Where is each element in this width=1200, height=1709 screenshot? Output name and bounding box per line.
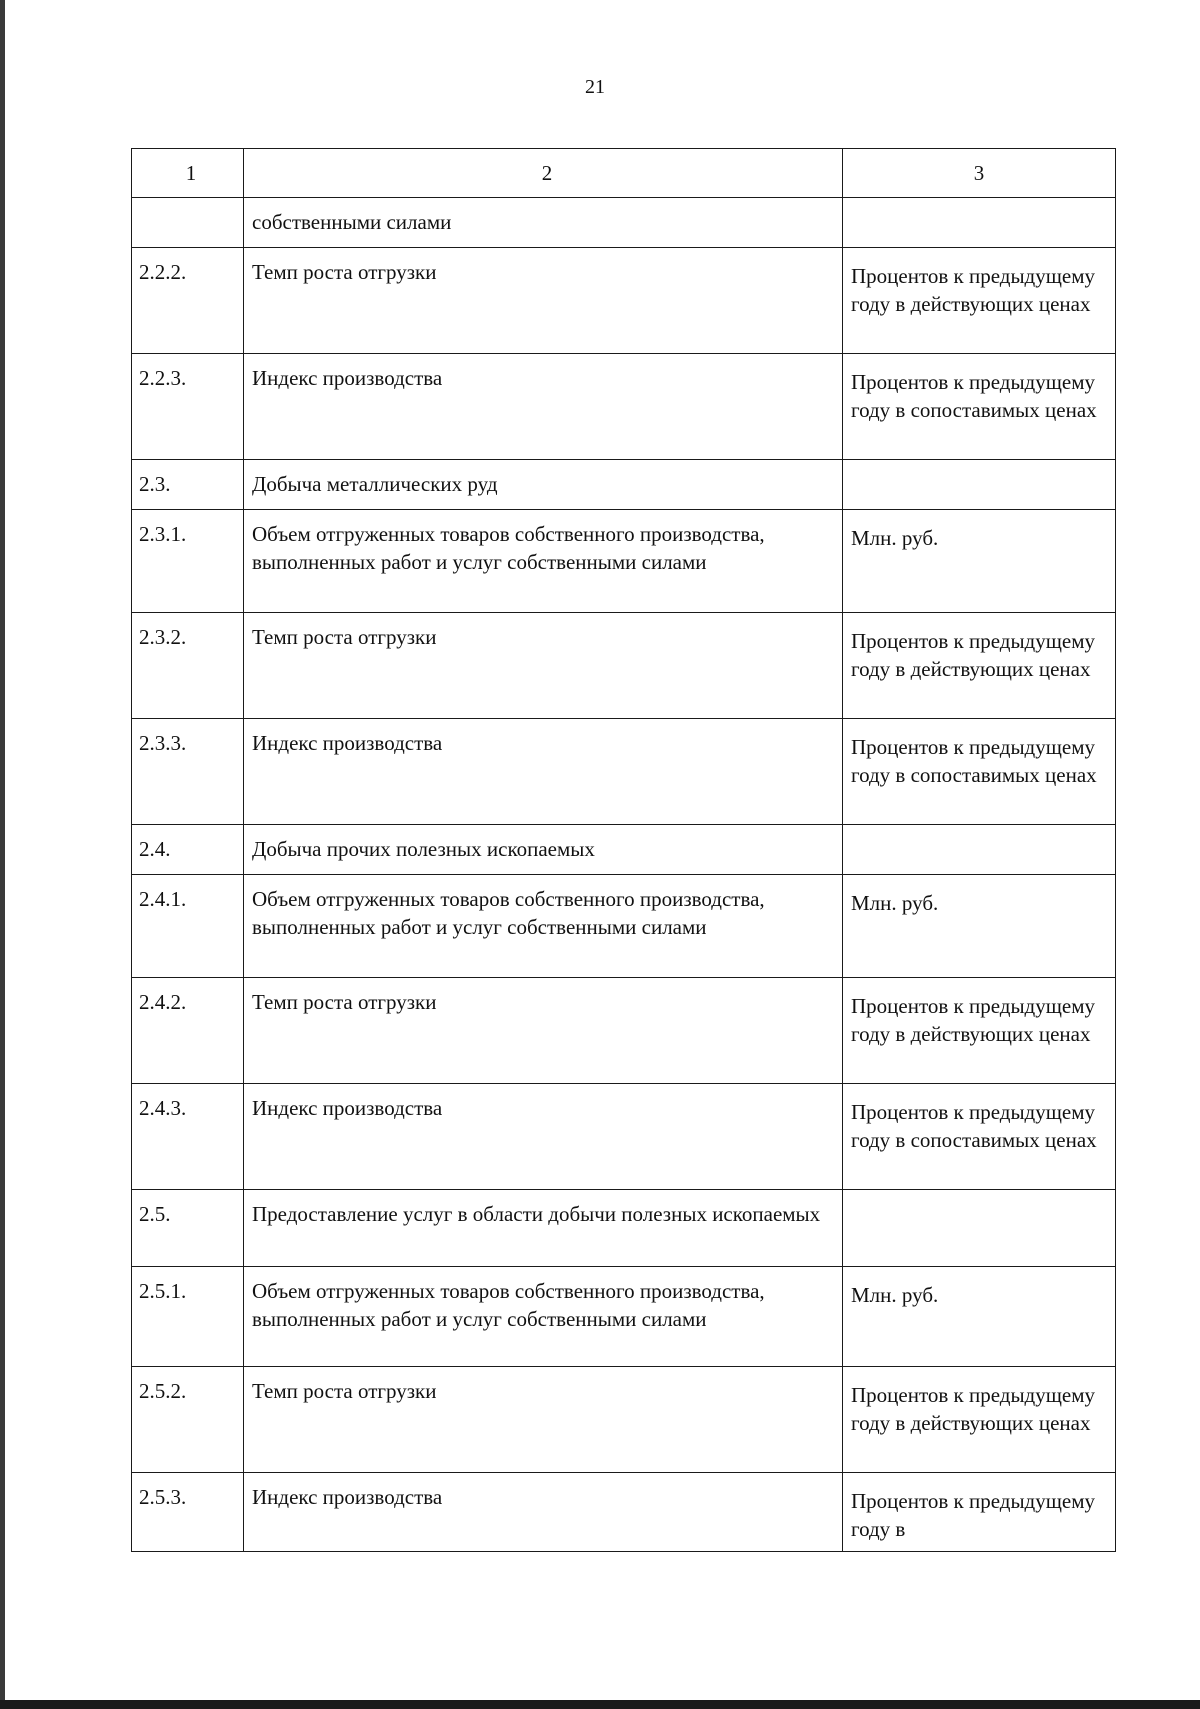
row-unit [843,1267,1116,1367]
row-number: 2.5.1. [132,1267,244,1367]
row-number: 2.5.3. [132,1473,244,1552]
indicators-table [131,148,1116,1552]
row-unit [843,510,1116,613]
row-indicator: Темп роста отгрузки [244,978,843,1084]
row-unit-text [851,1200,1109,1204]
row-unit [843,825,1116,875]
row-unit-text: Процентов к предыдущему году в действующих ценах [851,994,1096,1046]
row-indicator: Индекс производства [244,719,843,825]
table-row [132,978,1116,1084]
row-unit-text: Процентов к предыдущему году в действующих ценах [851,1383,1096,1435]
table-row [132,1084,1116,1190]
table-row [132,613,1116,719]
row-unit [843,719,1116,825]
row-unit-text: Процентов к предыдущему году в действующих ценах [851,264,1096,316]
row-indicator: Темп роста отгрузки [244,1367,843,1473]
row-number: 2.2.2. [132,248,244,354]
row-unit [843,1367,1116,1473]
table-row [132,248,1116,354]
row-unit-text: Млн. руб. [851,1283,939,1307]
table-row [132,1267,1116,1367]
row-unit [843,460,1116,510]
page-number: 21 [585,76,605,98]
row-unit [843,1190,1116,1267]
row-indicator: Добыча металлических руд [244,460,843,510]
row-indicator: Индекс производства [244,1084,843,1190]
row-unit-text: Процентов к предыдущему году в сопоставимых ценах [851,1100,1097,1152]
row-indicator: Предоставление услуг в области добычи полезных ископаемых [244,1190,843,1267]
row-unit-text: Млн. руб. [851,526,939,550]
row-number [132,198,244,248]
row-unit-text: Процентов к предыдущему году в действующих ценах [851,629,1096,681]
table-header-row [132,149,1116,198]
row-indicator: Объем отгруженных товаров собственного производства, выполненных работ и услуг собственными силами [244,1267,843,1367]
row-unit-text: Млн. руб. [851,891,939,915]
row-number: 2.4.2. [132,978,244,1084]
row-unit-text: Процентов к предыдущему году в сопоставимых ценах [851,370,1097,422]
row-number: 2.3.3. [132,719,244,825]
row-unit [843,248,1116,354]
table-row [132,354,1116,460]
row-indicator: Индекс производства [244,354,843,460]
scan-left-edge [0,0,5,1709]
row-unit-text: Процентов к предыдущему году в сопоставимых ценах [851,735,1097,787]
row-unit [843,1473,1116,1552]
row-number: 2.3. [132,460,244,510]
table-row [132,1190,1116,1267]
row-indicator: Темп роста отгрузки [244,248,843,354]
row-number: 2.4. [132,825,244,875]
table-row [132,510,1116,613]
row-unit [843,1084,1116,1190]
row-indicator: Объем отгруженных товаров собственного производства, выполненных работ и услуг собственными силами [244,510,843,613]
row-number: 2.3.1. [132,510,244,613]
table-row [132,1367,1116,1473]
header-cell-3: 3 [843,149,1116,198]
row-unit [843,978,1116,1084]
table-row [132,198,1116,248]
row-number: 2.4.3. [132,1084,244,1190]
row-indicator: Индекс производства [244,1473,843,1552]
header-cell-2: 2 [244,149,843,198]
header-cell-1: 1 [132,149,244,198]
row-number: 2.5. [132,1190,244,1267]
row-number: 2.5.2. [132,1367,244,1473]
row-number: 2.4.1. [132,875,244,978]
scan-bottom-edge [0,1700,1200,1709]
table-row [132,460,1116,510]
row-unit [843,875,1116,978]
table-row [132,719,1116,825]
table-row [132,875,1116,978]
row-unit-text [851,208,1109,212]
row-indicator: Добыча прочих полезных ископаемых [244,825,843,875]
row-indicator: Объем отгруженных товаров собственного производства, выполненных работ и услуг собственными силами [244,875,843,978]
row-number: 2.2.3. [132,354,244,460]
table-row [132,1473,1116,1552]
row-indicator: собственными силами [244,198,843,248]
row-unit-text [851,470,1109,474]
row-unit [843,198,1116,248]
row-number: 2.3.2. [132,613,244,719]
row-unit-text: Процентов к предыдущему году в [851,1489,1096,1541]
row-indicator: Темп роста отгрузки [244,613,843,719]
row-unit [843,613,1116,719]
table-row [132,825,1116,875]
row-unit [843,354,1116,460]
row-unit-text [851,835,1109,839]
